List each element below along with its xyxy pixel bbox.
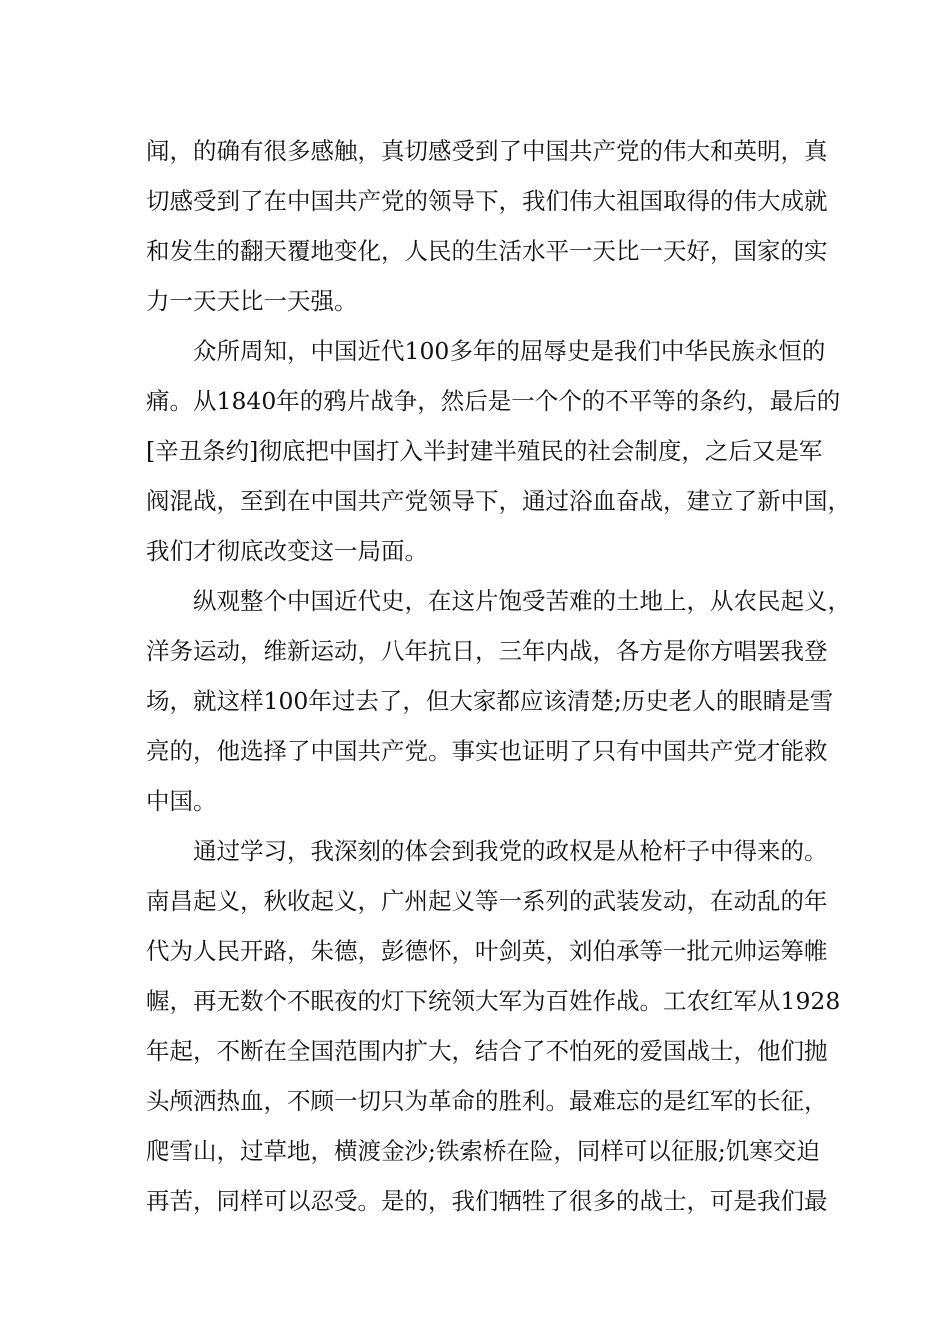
- text-line: 头颅洒热血，不顾一切只为革命的胜利。最难忘的是红军的长征，: [146, 1087, 828, 1115]
- text-line: 阀混战，至到在中国共产党领导下，通过浴血奋战，建立了新中国，: [146, 487, 851, 515]
- text-line: 再苦，同样可以忍受。是的，我们牺牲了很多的战士，可是我们最: [146, 1187, 828, 1215]
- text-line: 爬雪山，过草地，横渡金沙;铁索桥在险，同样可以征服;饥寒交迫: [146, 1137, 820, 1165]
- text-line: 幄，再无数个不眠夜的灯下统领大军为百姓作战。工农红军从1928: [146, 987, 841, 1015]
- paragraph-first-line: 纵观整个中国近代史，在这片饱受苦难的土地上，从农民起义，: [193, 587, 851, 615]
- text-line: 闻，的确有很多感触，真切感受到了中国共产党的伟大和英明，真: [146, 137, 828, 165]
- text-line: 南昌起义，秋收起义，广州起义等一系列的武装发动，在动乱的年: [146, 887, 828, 915]
- text-line: 亮的，他选择了中国共产党。事实也证明了只有中国共产党才能救: [146, 737, 828, 765]
- text-line: 和发生的翻天覆地变化，人民的生活水平一天比一天好，国家的实: [146, 237, 828, 265]
- text-line: 痛。从1840年的鸦片战争，然后是一个个的不平等的条约，最后的: [146, 387, 841, 415]
- text-line: 我们才彻底改变这一局面。: [146, 537, 428, 565]
- text-line: 代为人民开路，朱德，彭德怀，叶剑英，刘伯承等一批元帅运筹帷: [146, 937, 828, 965]
- text-line: [辛丑条约]彻底把中国打入半封建半殖民的社会制度，之后又是军: [146, 437, 823, 465]
- text-line: 切感受到了在中国共产党的领导下，我们伟大祖国取得的伟大成就: [146, 187, 828, 215]
- text-line: 中国。: [146, 787, 217, 815]
- paragraph-first-line: 众所周知，中国近代100多年的屈辱史是我们中华民族永恒的: [193, 337, 826, 365]
- paragraph-first-line: 通过学习，我深刻的体会到我党的政权是从枪杆子中得来的。: [193, 837, 828, 865]
- text-line: 洋务运动，维新运动，八年抗日，三年内战，各方是你方唱罢我登: [146, 637, 828, 665]
- text-line: 场，就这样100年过去了，但大家都应该清楚;历史老人的眼睛是雪: [146, 687, 834, 715]
- text-line: 力一天天比一天强。: [146, 287, 358, 315]
- text-line: 年起，不断在全国范围内扩大，结合了不怕死的爱国战士，他们抛: [146, 1037, 828, 1065]
